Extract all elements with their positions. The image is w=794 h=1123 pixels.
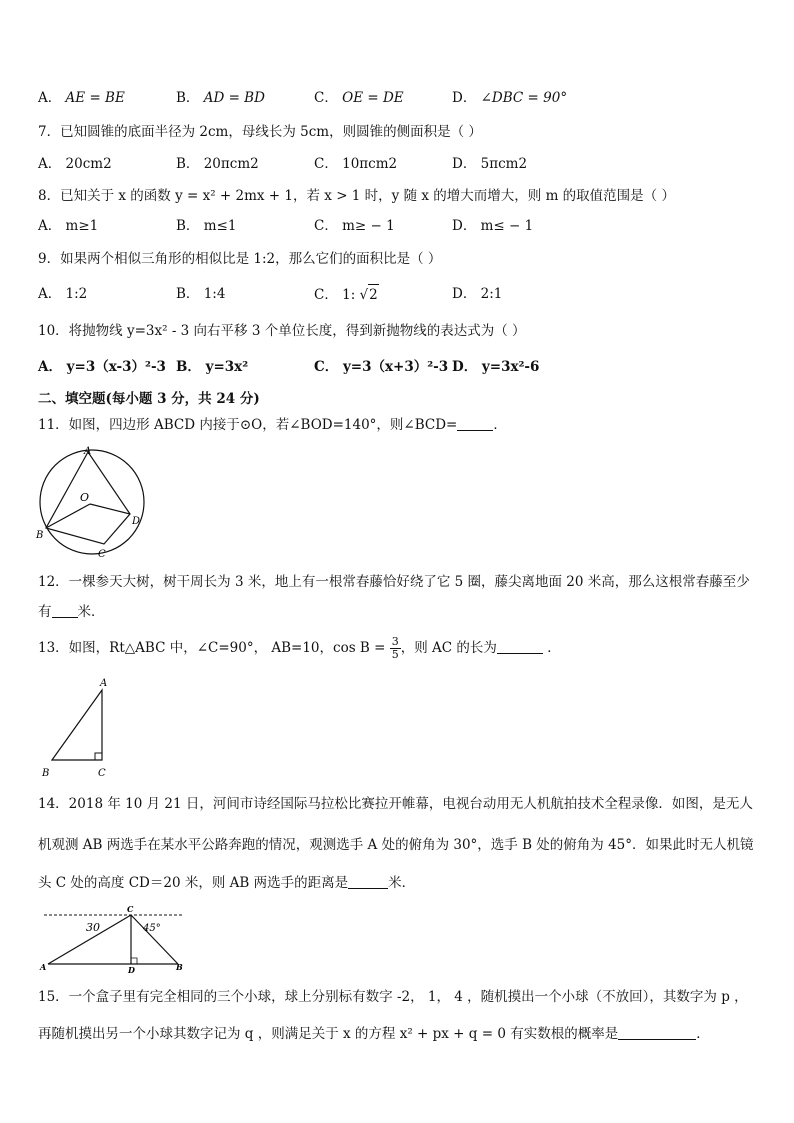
q9-option-a: A． 1:2 <box>38 286 88 302</box>
q8-option-b: B． m≤1 <box>176 218 237 234</box>
q9-option-b: B． 1:4 <box>176 286 226 302</box>
q14-line1: 14．2018 年 10 月 21 日，河间市诗经国际马拉松比赛拉开帷幕，电视台动用无人机航拍技术全程录像．如图，是无人 <box>38 796 753 812</box>
q8-stem: 8．已知关于 x 的函数 y = x² + 2mx + 1，若 x > 1 时，y 随 x 的增大而增大，则 m 的取值范围是（ ） <box>38 188 675 204</box>
angle-30-label: 30 <box>86 921 100 934</box>
q8-option-d: D． m≤ − 1 <box>452 218 534 234</box>
q6-option-b: B． AD = BD <box>176 90 265 106</box>
label-a: A <box>40 962 47 972</box>
q10-option-c: C． y=3（x+3）²-3 <box>314 359 449 375</box>
q9-option-d: D． 2:1 <box>452 286 503 302</box>
q15-line2: 再随机摸出另一个小球其数字记为 q ，则满足关于 x 的方程 x² + px + q = 0 有实数根的概率是 ． <box>38 1026 710 1042</box>
q10-stem: 10．将抛物线 y=3x² - 3 向右平移 3 个单位长度，得到新抛物线的表达式为（ ） <box>38 323 526 339</box>
label-a: A <box>100 678 108 689</box>
q7-option-b: B． 20πcm2 <box>176 156 259 172</box>
q10-option-a: A． y=3（x-3）²-3 <box>38 359 166 375</box>
q7-option-c: C． 10πcm2 <box>314 156 398 172</box>
q11-circle-figure <box>34 444 152 562</box>
label-d: D <box>132 516 141 527</box>
q10-option-d: D． y=3x²-6 <box>452 359 540 375</box>
q14-line3: 头 C 处的高度 CD＝20 米，则 AB 两选手的距离是 米． <box>38 875 416 891</box>
q12-line2: 有 米． <box>38 604 105 620</box>
label-o: O <box>80 491 90 504</box>
q9-stem: 9．如果两个相似三角形的相似比是 1:2，那么它们的面积比是（ ） <box>38 251 442 267</box>
label-c: C <box>98 549 106 560</box>
q9-option-c: C． 1: √2 <box>314 284 379 305</box>
label-d: D <box>128 965 135 974</box>
q6-option-d: D． ∠DBC = 90° <box>452 90 568 106</box>
label-c: C <box>98 768 106 779</box>
q14-drone-figure <box>38 904 188 974</box>
q13-stem: 13．如图，Rt△ABC 中，∠C=90°， AB=10，cos B = $\frac{3}{5}$ ，则 AC 的长为 ． <box>38 635 561 661</box>
q6-option-a: A． AE = BE <box>38 90 125 106</box>
label-b: B <box>176 962 183 972</box>
angle-45-label: 45° <box>143 923 161 934</box>
q7-stem: 7．已知圆锥的底面半径为 2cm，母线长为 5cm，则圆锥的侧面积是（ ） <box>38 124 482 140</box>
q6-option-c: C． OE = DE <box>314 90 404 106</box>
q12-line1: 12．一棵参天大树，树干周长为 3 米，地上有一根常春藤恰好绕了它 5 圈，藤尖离地面 20 米高，那么这根常春藤至少 <box>38 574 750 590</box>
circle-o <box>40 450 144 554</box>
q8-option-a: A． m≥1 <box>38 218 99 234</box>
q14-line2: 机观测 AB 两选手在某水平公路奔跑的情况，观测选手 A 处的俯角为 30°，选手 B 处的俯角为 45°．如果此时无人机镜 <box>38 837 754 853</box>
q7-option-a: A． 20cm2 <box>38 156 112 172</box>
section-title: 二、填空题(每小题 3 分，共 24 分) <box>38 391 260 407</box>
label-a: A <box>84 446 92 457</box>
q15-line1: 15．一个盒子里有完全相同的三个小球，球上分别标有数字 -2， 1， 4 ，随机摸出一个小球（不放回），其数字为 p ， <box>38 989 748 1005</box>
cos-fraction: $\frac{3}{5}$ <box>391 635 399 661</box>
label-c: C <box>127 904 134 914</box>
q13-triangle-figure <box>38 676 118 784</box>
q11-stem: 11．如图，四边形 ABCD 内接于⊙O，若∠BOD=140°，则∠BCD= ． <box>38 417 507 433</box>
q10-option-b: B． y=3x² <box>176 359 249 375</box>
label-b: B <box>36 530 44 541</box>
q7-option-d: D． 5πcm2 <box>452 156 528 172</box>
label-b: B <box>42 768 50 779</box>
q8-option-c: C． m≥ − 1 <box>314 218 395 234</box>
